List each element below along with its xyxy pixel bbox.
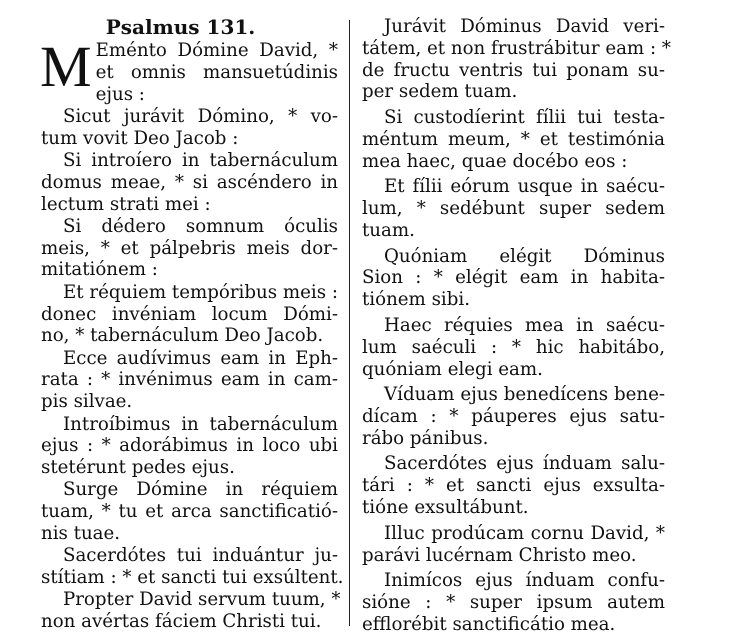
verse (362, 523, 665, 567)
verse-line: et omnis mansuetúdinis (95, 61, 338, 83)
verse-line: quóniam elegi eam. (362, 358, 543, 380)
verse (41, 282, 338, 347)
verse (362, 107, 665, 172)
verse-line: Illuc prodúcam cornu David, * (384, 522, 665, 544)
verse (41, 348, 338, 413)
verse-line: Sion : * elégit eam in habita- (362, 267, 665, 289)
verse-line: rata : * invénimus eam in cam- (41, 369, 338, 391)
verse (362, 453, 665, 518)
verse-line: efflorébit sanctificátio mea. (362, 613, 616, 635)
verse (362, 176, 665, 241)
verse-line: sióne : * super ipsum autem (362, 592, 665, 614)
verse-line: ejus : * adorábimus in loco ubi (41, 435, 338, 457)
verse-line: Si dédero somnum óculis (63, 215, 338, 237)
verse-line: donec invéniam locum Dómi- (41, 303, 338, 325)
verse (41, 106, 338, 150)
left-verses (40, 34, 344, 633)
verse (41, 479, 338, 544)
left-column (40, 15, 344, 634)
verse-line: mea haec, quae docébo eos : (362, 150, 628, 172)
drop-cap: M (40, 34, 92, 99)
verse-line: meis, * et pálpebris meis dor- (41, 237, 338, 259)
verse-line: Surge Dómine in réquiem (63, 479, 338, 501)
verse (362, 315, 665, 380)
verse-line: lum saéculi : * hic habitábo, (362, 336, 665, 358)
verse-line: domus meae, * si ascéndero in (41, 171, 338, 193)
verse-line: tum vovit Deo Jacob : (41, 127, 239, 149)
right-column (362, 16, 671, 640)
verse (362, 384, 665, 449)
verse (41, 150, 338, 215)
verse-line: tátem, et non frustrábitur eam : * (362, 37, 671, 59)
verse-line: Haec réquies mea in saécu- (384, 314, 665, 336)
verse-line: lum, * sedébunt super sedem (362, 198, 665, 220)
verse-line: no, * tabernáculum Deo Jacob. (41, 325, 324, 347)
verse-line: Si custodíerint fílii tui testa- (384, 107, 665, 129)
column-divider (349, 20, 350, 626)
verse-line: dícam : * páuperes ejus satu- (362, 406, 665, 427)
verse-line: parávi lucérnam Christo meo. (362, 544, 637, 566)
verse-line: per sedem tuam. (362, 81, 518, 103)
verse-line: lectum strati mei : (41, 193, 211, 215)
verse-line: pis silvae. (41, 391, 133, 413)
verse-line: Propter David servum tuum, * (63, 589, 341, 611)
verse-line: Et fílii eórum usque in saécu- (384, 176, 665, 198)
verse-line: méntum meum, * et testimónia (362, 128, 665, 150)
verse-line: Eménto Dómine David, * (95, 40, 338, 61)
verse (41, 414, 338, 479)
verse-line: de fructu ventris tui ponam su- (362, 59, 665, 81)
verse-line: stetérunt pedes ejus. (41, 457, 235, 479)
verse-line: mitatiónem : (41, 259, 158, 281)
verse-line: tuam, * tu et arca sanctificatió- (41, 501, 338, 523)
verse-line: Quóniam elégit Dóminus (384, 245, 665, 267)
verse-line: Sicut jurávit Dómino, * vo- (63, 105, 338, 127)
verse-line: Sacerdótes ejus índuam salu- (384, 453, 665, 475)
verse-line: stítiam : * et sancti tui exsúltent. (41, 567, 344, 589)
verse-line: nis tuae. (41, 523, 121, 545)
verse-line: Si introíero in tabernáculum (63, 149, 338, 171)
verse-line: tuam. (362, 219, 415, 241)
verse-line: tiónem sibi. (362, 289, 470, 311)
right-verses (362, 16, 671, 636)
verse (362, 16, 671, 103)
verse-line: Et réquiem tempóribus meis : (63, 281, 338, 303)
verse-line: Sacerdótes tui induántur ju- (63, 545, 338, 567)
verse-line: non avértas fáciem Christi tui. (41, 611, 322, 633)
verse-line: Inimícos ejus índuam confu- (384, 570, 665, 592)
verse (40, 34, 338, 105)
verse-line: tióne exsultábunt. (362, 497, 529, 519)
verse-line: Introíbimus in tabernáculum (63, 413, 338, 435)
verse (362, 246, 665, 311)
verse (41, 545, 344, 589)
verse-line: ejus : (95, 83, 145, 105)
verse-line: Ecce audívimus eam in Eph- (63, 347, 338, 369)
verse (41, 216, 338, 281)
verse (41, 589, 341, 633)
verse-line: Jurávit Dóminus David veri- (384, 16, 665, 37)
verse-line: rábo pánibus. (362, 427, 489, 449)
psalm-title: Psalmus 131. (105, 15, 256, 39)
verse-line: tári : * et sancti ejus exsulta- (362, 475, 665, 497)
verse-line: Víduam ejus benedícens bene- (384, 384, 665, 406)
verse (362, 570, 665, 635)
